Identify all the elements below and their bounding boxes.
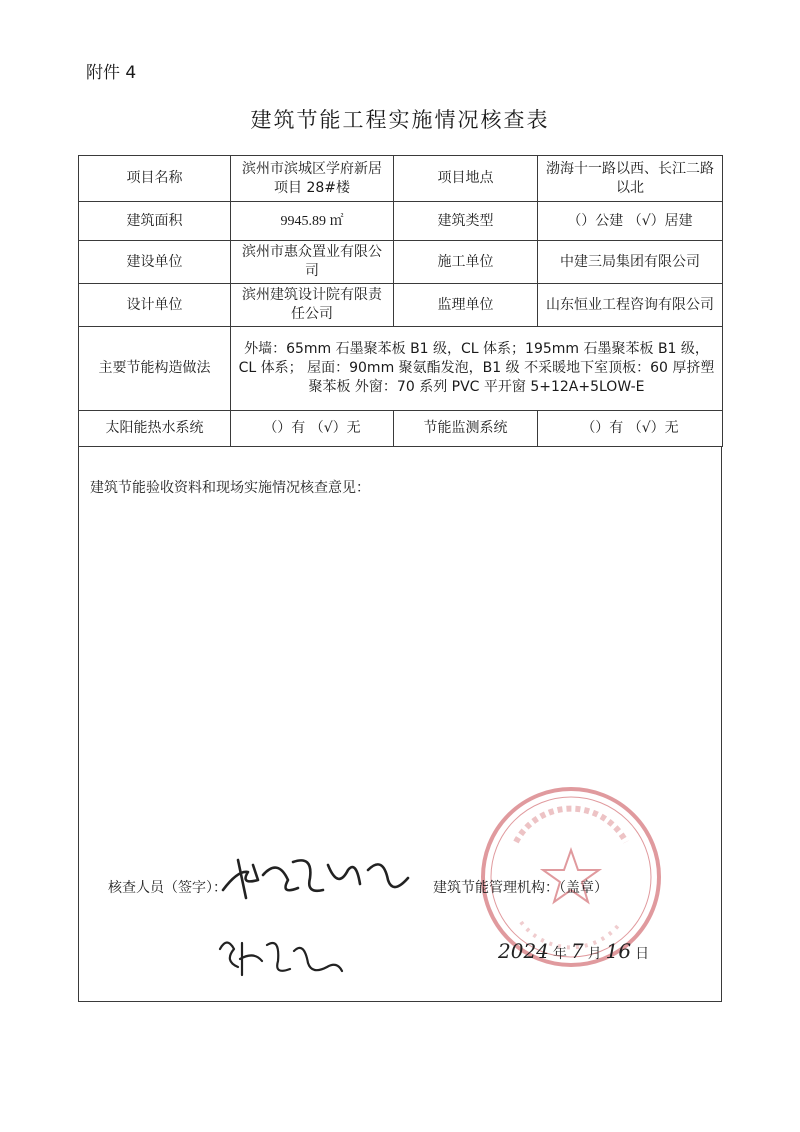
page-title: 建筑节能工程实施情况核查表: [250, 108, 550, 132]
date-day: 16: [605, 939, 632, 963]
table-row: [79, 327, 723, 411]
attachment-label: 附件 4: [86, 63, 137, 83]
building-type-value: （）公建 （√）居建: [538, 202, 723, 241]
project-location-label: 项目地点: [394, 156, 538, 202]
date-year-unit: 年: [552, 946, 567, 962]
monitoring-system-value: （）有 （√）无: [538, 411, 723, 447]
project-name-value: 滨州市滨城区学府新居项目 28#楼: [231, 156, 394, 202]
date-day-unit: 日: [635, 946, 650, 962]
signer-label: 核查人员（签字）：: [108, 880, 227, 896]
construction-method-value: 外墙：65mm 石墨聚苯板 B1 级，CL 体系；195mm 石墨聚苯板 B1 级，CL 体系； 屋面：90mm 聚氨酯发泡，B1 级 不采暖地下室顶板：60 厚挤塑聚苯板 外窗：70 系列 PVC 平开窗 5+12A+5LOW-E: [231, 327, 723, 411]
developer-label: 建设单位: [79, 241, 231, 284]
solar-system-value: （）有 （√）无: [231, 411, 394, 447]
date-month-unit: 月: [587, 946, 602, 962]
supervisor-label: 监理单位: [394, 284, 538, 327]
signature-2-icon: [212, 931, 352, 981]
table-row: [79, 241, 723, 284]
construction-method-label: 主要节能构造做法: [79, 327, 231, 411]
solar-system-label: 太阳能热水系统: [79, 411, 231, 447]
building-type-label: 建筑类型: [394, 202, 538, 241]
signing-date: [498, 939, 653, 963]
project-name-label: 项目名称: [79, 156, 231, 202]
project-info-table: [78, 155, 723, 447]
date-year: 2024: [498, 939, 549, 963]
contractor-label: 施工单位: [394, 241, 538, 284]
project-location-value: 渤海十一路以西、长江二路以北: [538, 156, 723, 202]
opinion-label: 建筑节能验收资料和现场实施情况核查意见：: [90, 480, 370, 496]
signature-1-icon: [218, 850, 418, 905]
supervisor-value: 山东恒业工程咨询有限公司: [538, 284, 723, 327]
table-row: [79, 411, 723, 447]
designer-label: 设计单位: [79, 284, 231, 327]
building-area-label: 建筑面积: [79, 202, 231, 241]
date-month: 7: [570, 939, 584, 963]
contractor-value: 中建三局集团有限公司: [538, 241, 723, 284]
table-row: [79, 202, 723, 241]
agency-label: 建筑节能管理机构：（盖章）: [433, 880, 608, 896]
monitoring-system-label: 节能监测系统: [394, 411, 538, 447]
table-row: [79, 156, 723, 202]
designer-value: 滨州建筑设计院有限责任公司: [231, 284, 394, 327]
verification-form: [78, 155, 722, 999]
developer-value: 滨州市惠众置业有限公司: [231, 241, 394, 284]
building-area-value: 9945.89 ㎡: [231, 202, 394, 241]
table-row: [79, 284, 723, 327]
